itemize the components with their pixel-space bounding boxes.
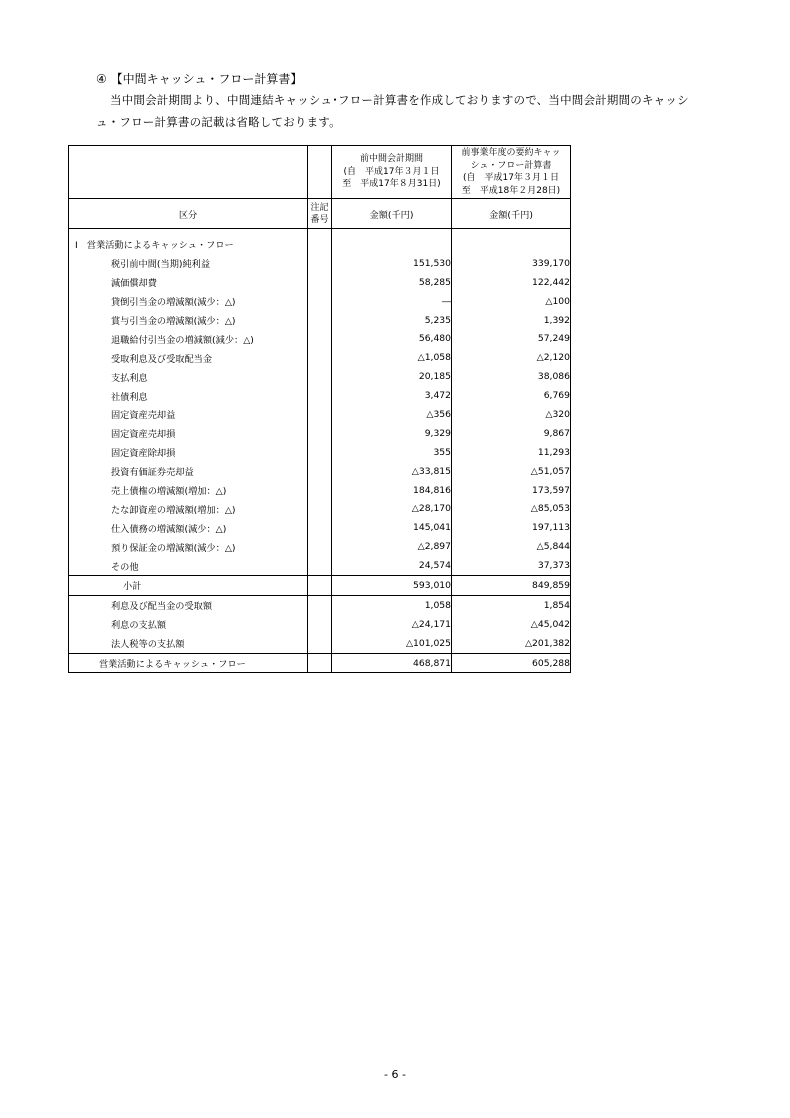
row-note [308, 386, 332, 405]
page-number: - 6 - [384, 1068, 406, 1081]
table-row [69, 462, 571, 481]
row-year-amount: 9,867 [452, 424, 571, 443]
row-note [308, 615, 332, 634]
total-prev: 468,871 [332, 653, 452, 673]
section-title: Ⅰ 営業活動によるキャッシュ・フロー [69, 235, 308, 254]
row-note [308, 537, 332, 556]
row-label: 賞与引当金の増減額(減少：△) [69, 311, 308, 330]
subtotal-label: 小計 [69, 576, 308, 596]
row-prev-amount: △101,025 [332, 634, 452, 653]
blank-note-header-cell [308, 146, 332, 199]
table-row [69, 386, 571, 405]
row-label: 固定資産売却損 [69, 424, 308, 443]
period-header-row [69, 146, 571, 199]
table-row [69, 556, 571, 575]
row-year-amount: △5,844 [452, 537, 571, 556]
row-prev-amount: 145,041 [332, 518, 452, 537]
row-label: 支払利息 [69, 367, 308, 386]
row-year-amount: 11,293 [452, 443, 571, 462]
row-label: 利息の支払額 [69, 615, 308, 634]
row-note [308, 518, 332, 537]
row-year-amount: 1,854 [452, 595, 571, 614]
period-year-title-2: シュ・フロー計算書 [470, 160, 552, 171]
row-note [308, 273, 332, 292]
row-note [308, 595, 332, 614]
row-year-amount: 37,373 [452, 556, 571, 575]
amount-prev-header: 金額(千円) [332, 199, 452, 229]
table-row [69, 292, 571, 311]
row-year-amount: △100 [452, 292, 571, 311]
row-year-amount: △85,053 [452, 499, 571, 518]
row-note [308, 405, 332, 424]
cash-flow-table [68, 145, 571, 673]
period-year-title-1: 前事業年度の要約キャッ [461, 148, 561, 158]
row-label: 仕入債務の増減額(減少：△) [69, 518, 308, 537]
row-prev-amount: △2,897 [332, 537, 452, 556]
row-year-amount: 57,249 [452, 329, 571, 348]
row-prev-amount: △33,815 [332, 462, 452, 481]
table-row [69, 615, 571, 634]
row-prev-amount: △1,058 [332, 348, 452, 367]
row-prev-amount: 3,472 [332, 386, 452, 405]
row-year-amount: △201,382 [452, 634, 571, 653]
row-year-amount: 339,170 [452, 254, 571, 273]
row-year-amount: 38,086 [452, 367, 571, 386]
subtotal-year: 849,859 [452, 576, 571, 596]
row-note [308, 634, 332, 653]
section-heading: ④ 【中間キャッシュ・フロー計算書】 [96, 72, 303, 86]
note-header-line1: 注記 [310, 202, 329, 213]
row-prev-amount: 20,185 [332, 367, 452, 386]
table-row [69, 634, 571, 653]
row-label: 社債利息 [69, 386, 308, 405]
row-label: たな卸資産の増減額(増加：△) [69, 499, 308, 518]
row-label: 預り保証金の増減額(減少：△) [69, 537, 308, 556]
table-row [69, 367, 571, 386]
row-prev-amount: △24,171 [332, 615, 452, 634]
table-row [69, 273, 571, 292]
subtotal-row [69, 576, 571, 596]
row-label: 法人税等の支払額 [69, 634, 308, 653]
row-prev-amount: ― [332, 292, 452, 311]
row-prev-amount: 184,816 [332, 481, 452, 500]
period-prev-header [332, 146, 452, 199]
row-prev-amount: 24,574 [332, 556, 452, 575]
table-row [69, 329, 571, 348]
note-header-line2: 番号 [310, 214, 329, 225]
row-note [308, 424, 332, 443]
period-prev-to: 至 平成17年８月31日) [342, 179, 441, 190]
total-year: 605,288 [452, 653, 571, 673]
table-row [69, 405, 571, 424]
section-title-row [69, 235, 571, 254]
row-label: 固定資産除却損 [69, 443, 308, 462]
amount-year-header: 金額(千円) [452, 199, 571, 229]
table-row [69, 443, 571, 462]
table-row [69, 537, 571, 556]
row-label: 貸倒引当金の増減額(減少：△) [69, 292, 308, 311]
row-note [308, 556, 332, 575]
row-note [308, 329, 332, 348]
row-prev-amount: 1,058 [332, 595, 452, 614]
column-header-row [69, 199, 571, 229]
total-row [69, 653, 571, 673]
subtotal-prev: 593,010 [332, 576, 452, 596]
row-label: 受取利息及び受取配当金 [69, 348, 308, 367]
row-label: 減価償却費 [69, 273, 308, 292]
row-prev-amount: △28,170 [332, 499, 452, 518]
row-note [308, 348, 332, 367]
table-row [69, 595, 571, 614]
table-row [69, 518, 571, 537]
row-note [308, 481, 332, 500]
row-note [308, 443, 332, 462]
table-row [69, 424, 571, 443]
note-number-header [308, 199, 332, 229]
table-row [69, 499, 571, 518]
row-prev-amount: 355 [332, 443, 452, 462]
row-prev-amount: 9,329 [332, 424, 452, 443]
row-year-amount: 1,392 [452, 311, 571, 330]
row-prev-amount: 151,530 [332, 254, 452, 273]
row-year-amount: △320 [452, 405, 571, 424]
row-note [308, 367, 332, 386]
period-prev-title: 前中間会計期間 [359, 154, 423, 165]
row-year-amount: 173,597 [452, 481, 571, 500]
row-label: 利息及び配当金の受取額 [69, 595, 308, 614]
period-year-header [452, 146, 571, 199]
row-prev-amount: 5,235 [332, 311, 452, 330]
category-header: 区分 [69, 199, 308, 229]
blank-header-cell [69, 146, 308, 199]
row-year-amount: △2,120 [452, 348, 571, 367]
row-year-amount: 122,442 [452, 273, 571, 292]
row-note [308, 499, 332, 518]
row-note [308, 462, 332, 481]
intro-paragraph-line2: ュ・フロー計算書の記載は省略しております。 [96, 115, 341, 129]
table-row [69, 348, 571, 367]
total-label: 営業活動によるキャッシュ・フロー [69, 653, 308, 673]
intro-paragraph-line1: 当中間会計期間より、中間連結キャッシュ･フロー計算書を作成しておりますので、当中間会計期間のキャッシ [110, 93, 689, 107]
row-label: 売上債権の増減額(増加：△) [69, 481, 308, 500]
period-year-from: (自 平成17年３月１日 [463, 173, 559, 183]
row-note [308, 292, 332, 311]
row-year-amount: 6,769 [452, 386, 571, 405]
row-label: 固定資産売却益 [69, 405, 308, 424]
row-note [308, 311, 332, 330]
row-label: 税引前中間(当期)純利益 [69, 254, 308, 273]
row-label: 投資有価証券売却益 [69, 462, 308, 481]
row-label: 退職給付引当金の増減額(減少：△) [69, 329, 308, 348]
row-year-amount: △45,042 [452, 615, 571, 634]
row-prev-amount: 56,480 [332, 329, 452, 348]
table-row [69, 254, 571, 273]
row-label: その他 [69, 556, 308, 575]
table-row [69, 311, 571, 330]
row-note [308, 254, 332, 273]
row-prev-amount: △356 [332, 405, 452, 424]
row-year-amount: 197,113 [452, 518, 571, 537]
period-year-to: 至 平成18年２月28日) [461, 185, 561, 196]
table-row [69, 481, 571, 500]
period-prev-from: (自 平成17年３月１日 [343, 166, 440, 177]
row-prev-amount: 58,285 [332, 273, 452, 292]
row-year-amount: △51,057 [452, 462, 571, 481]
